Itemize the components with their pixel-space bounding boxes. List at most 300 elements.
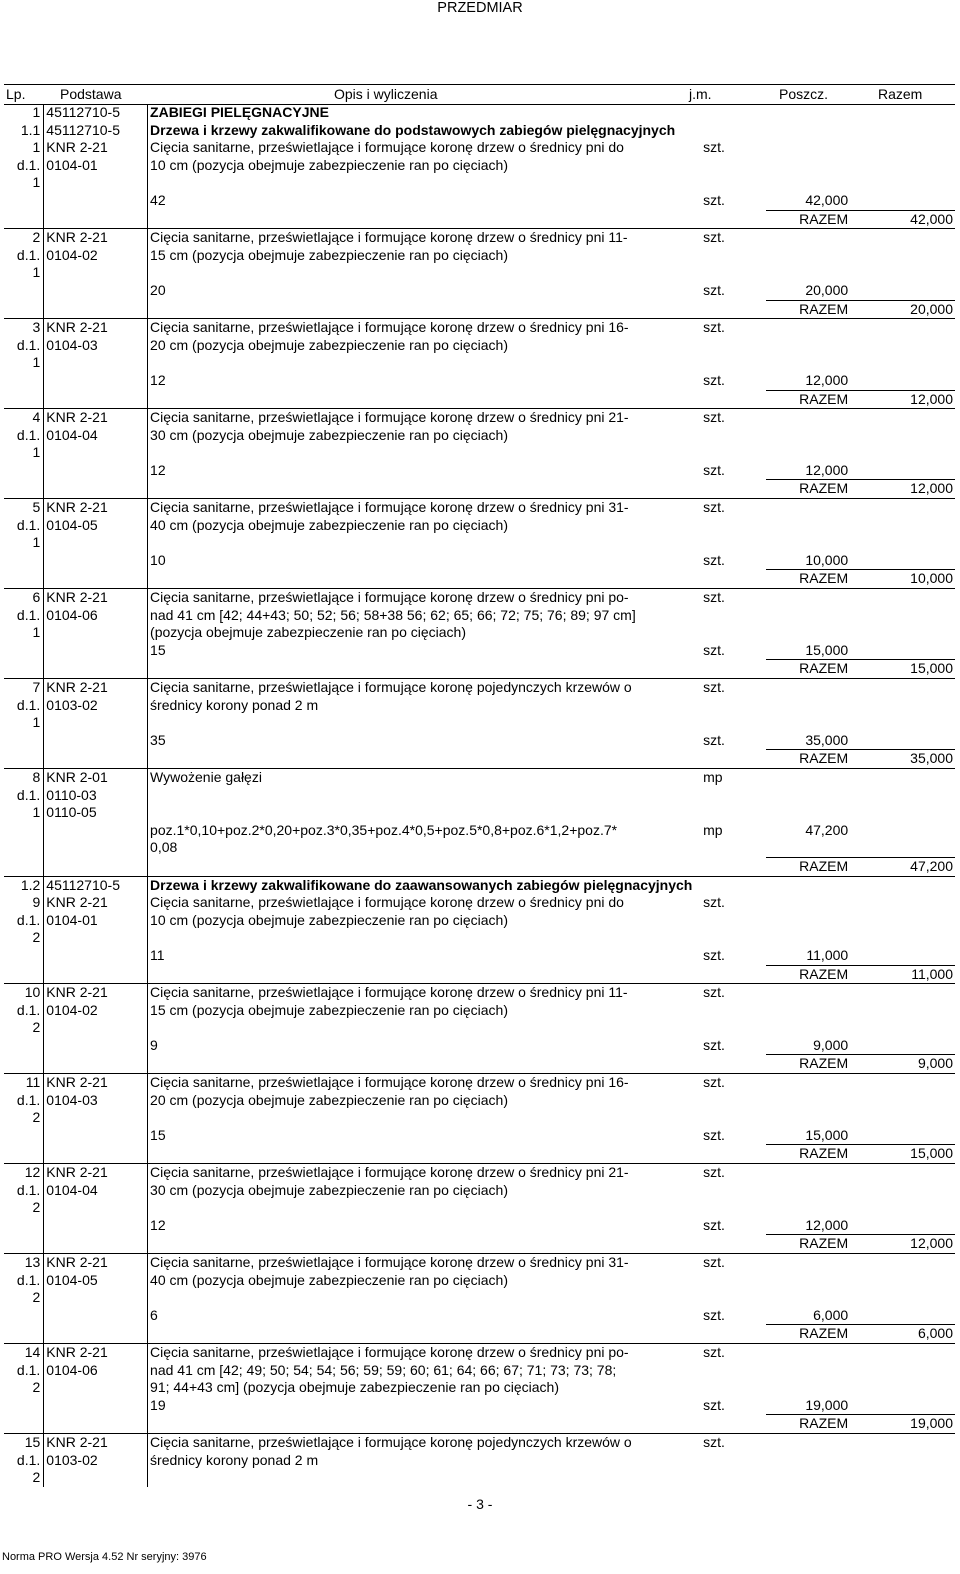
- table-row: [4, 1397, 955, 1415]
- row-lp: 5: [4, 499, 44, 517]
- row-jm: szt.: [703, 1126, 725, 1143]
- row-jm: szt.: [703, 1433, 725, 1450]
- page-number: - 3 -: [467, 1496, 493, 1512]
- row-podstawa: 0104-01: [44, 912, 148, 930]
- header-jm: j.m.: [689, 86, 712, 102]
- row-razem: 12,000: [850, 480, 955, 499]
- row-poszcz: [766, 122, 851, 140]
- row-lp: [4, 552, 44, 570]
- row-podstawa: [44, 714, 148, 732]
- row-razem: 47,200: [850, 857, 955, 876]
- row-lp: [4, 390, 44, 409]
- row-opis: 40 cm (pozycja obejmuje zabezpieczenie ran po cięciach): [150, 516, 508, 533]
- row-razem: 11,000: [850, 965, 955, 984]
- row-poszcz: 35,000: [805, 731, 849, 748]
- row-opis: Drzewa i krzewy zakwalifikowane do zaawansowanych zabiegów pielęgnacyjnych: [150, 876, 693, 893]
- row-lp: [4, 1055, 44, 1074]
- row-podstawa: [44, 642, 148, 660]
- row-poszcz: [766, 787, 851, 805]
- row-opis: [148, 480, 702, 499]
- row-opis: 15 cm (pozycja obejmuje zabezpieczenie ran po cięciach): [150, 1001, 508, 1018]
- row-poszcz: [766, 264, 851, 282]
- razem-row: [4, 300, 955, 319]
- table-row: [4, 732, 955, 750]
- table-row: [4, 409, 955, 427]
- row-razem: [850, 822, 955, 840]
- row-podstawa: 0104-02: [44, 1002, 148, 1020]
- row-opis: 20: [150, 281, 166, 298]
- table-row: [4, 1182, 955, 1200]
- row-jm: [701, 1272, 765, 1290]
- header-poszcz: Poszcz.: [779, 86, 829, 102]
- row-lp: 2: [4, 1469, 44, 1487]
- row-poszcz: [766, 157, 851, 175]
- row-podstawa: [44, 1037, 148, 1055]
- row-jm: [701, 247, 765, 265]
- table-row: [4, 1019, 955, 1037]
- razem-row: [4, 1415, 955, 1434]
- table-row: [4, 947, 955, 965]
- row-jm: szt.: [703, 1396, 725, 1413]
- row-jm: [701, 1092, 765, 1110]
- row-podstawa: 0104-05: [44, 1272, 148, 1290]
- razem-row: [4, 1145, 955, 1164]
- row-poszcz: [766, 174, 851, 192]
- row-podstawa: [44, 822, 148, 840]
- row-poszcz: [766, 589, 851, 607]
- row-jm: [701, 354, 765, 372]
- table-row: [4, 354, 955, 372]
- row-poszcz: RAZEM: [766, 300, 851, 319]
- razem-row: [4, 570, 955, 589]
- table-row: [4, 174, 955, 192]
- row-razem: [850, 1127, 955, 1145]
- row-podstawa: KNR 2-21: [44, 1254, 148, 1272]
- section-row: [4, 122, 955, 140]
- row-razem: [850, 697, 955, 715]
- row-lp: [4, 660, 44, 679]
- row-razem: [850, 1109, 955, 1127]
- row-razem: [850, 1397, 955, 1415]
- row-poszcz: 15,000: [805, 641, 849, 658]
- row-poszcz: RAZEM: [766, 857, 851, 876]
- row-jm: [701, 787, 765, 805]
- row-poszcz: [766, 607, 851, 625]
- row-podstawa: 45112710-5: [44, 122, 148, 140]
- row-razem: [850, 876, 955, 894]
- row-jm: [701, 104, 765, 122]
- row-poszcz: [766, 319, 851, 337]
- row-razem: [850, 1379, 955, 1397]
- row-jm: szt.: [703, 1254, 725, 1270]
- row-podstawa: [44, 1415, 148, 1434]
- row-lp: [4, 1325, 44, 1344]
- row-poszcz: RAZEM: [766, 210, 851, 229]
- row-podstawa: [44, 1379, 148, 1397]
- row-razem: [850, 354, 955, 372]
- row-jm: szt.: [703, 499, 725, 516]
- row-podstawa: [44, 1469, 148, 1487]
- row-podstawa: 0104-06: [44, 607, 148, 625]
- row-opis: 42: [150, 191, 166, 208]
- row-jm: [701, 714, 765, 732]
- row-jm: szt.: [703, 139, 725, 156]
- row-podstawa: KNR 2-21: [44, 1074, 148, 1092]
- table-row: [4, 822, 955, 840]
- row-lp: 14: [4, 1343, 44, 1361]
- row-opis: Cięcia sanitarne, prześwietlające i formujące koronę drzew o średnicy pni 31-: [150, 499, 629, 516]
- row-lp: 2: [4, 1109, 44, 1127]
- row-razem: [850, 1272, 955, 1290]
- row-razem: [850, 409, 955, 427]
- row-poszcz: RAZEM: [766, 390, 851, 409]
- row-poszcz: 12,000: [805, 1216, 849, 1233]
- razem-row: [4, 857, 955, 876]
- row-jm: [701, 750, 765, 769]
- row-opis: [148, 1145, 702, 1164]
- row-podstawa: 0104-03: [44, 337, 148, 355]
- row-podstawa: KNR 2-21: [44, 319, 148, 337]
- row-jm: [701, 122, 765, 140]
- row-poszcz: [766, 929, 851, 947]
- row-razem: [850, 1469, 955, 1487]
- row-poszcz: [766, 247, 851, 265]
- row-poszcz: [766, 1379, 851, 1397]
- row-jm: mp: [703, 768, 723, 785]
- row-jm: [701, 1055, 765, 1074]
- row-lp: d.1.: [4, 697, 44, 715]
- row-jm: szt.: [703, 1216, 725, 1233]
- row-poszcz: [766, 1469, 851, 1487]
- row-razem: [850, 642, 955, 660]
- row-poszcz: [766, 624, 851, 642]
- row-razem: [850, 264, 955, 282]
- row-opis: [148, 857, 702, 876]
- row-razem: [850, 607, 955, 625]
- row-jm: [701, 697, 765, 715]
- row-poszcz: [766, 697, 851, 715]
- table-header: [4, 84, 955, 105]
- row-opis: Cięcia sanitarne, prześwietlające i formujące koronę drzew o średnicy pni 16-: [150, 319, 629, 336]
- row-opis: nad 41 cm [42; 49; 50; 54; 54; 56; 59; 59; 60; 61; 64; 66; 67; 71; 73; 73; 78;: [150, 1361, 617, 1378]
- row-podstawa: [44, 1217, 148, 1235]
- row-jm: szt.: [703, 409, 725, 426]
- row-podstawa: [44, 732, 148, 750]
- table-row: [4, 1452, 955, 1470]
- row-opis: 6: [150, 1306, 158, 1323]
- header-opis: Opis i wyliczenia: [334, 86, 438, 102]
- row-razem: 19,000: [850, 1415, 955, 1434]
- table-row: [4, 1362, 955, 1380]
- row-lp: 12: [4, 1164, 44, 1182]
- row-poszcz: [766, 409, 851, 427]
- row-razem: 12,000: [850, 1235, 955, 1254]
- row-lp: [4, 1307, 44, 1325]
- row-poszcz: RAZEM: [766, 750, 851, 769]
- row-opis: [148, 750, 702, 769]
- table-row: [4, 372, 955, 390]
- row-poszcz: RAZEM: [766, 480, 851, 499]
- table-row: [4, 139, 955, 157]
- row-lp: d.1.: [4, 1002, 44, 1020]
- razem-row: [4, 210, 955, 229]
- table-row: [4, 552, 955, 570]
- row-podstawa: [44, 1109, 148, 1127]
- row-podstawa: [44, 839, 148, 857]
- row-opis: Cięcia sanitarne, prześwietlające i formujące koronę drzew o średnicy pni do: [150, 139, 624, 156]
- row-lp: 2: [4, 1019, 44, 1037]
- row-razem: [850, 337, 955, 355]
- razem-row: [4, 1235, 955, 1254]
- row-razem: [850, 768, 955, 786]
- row-razem: [850, 444, 955, 462]
- row-razem: [850, 947, 955, 965]
- table-row: [4, 247, 955, 265]
- row-poszcz: [766, 104, 851, 122]
- table-row: [4, 912, 955, 930]
- row-opis: [148, 787, 702, 805]
- row-lp: [4, 732, 44, 750]
- row-opis: Cięcia sanitarne, prześwietlające i formujące koronę drzew o średnicy pni 21-: [150, 1164, 629, 1181]
- row-opis: 15 cm (pozycja obejmuje zabezpieczenie ran po cięciach): [150, 246, 508, 263]
- row-razem: [850, 732, 955, 750]
- table-row: [4, 264, 955, 282]
- row-opis: [148, 1235, 702, 1254]
- row-lp: [4, 300, 44, 319]
- row-opis: 40 cm (pozycja obejmuje zabezpieczenie ran po cięciach): [150, 1271, 508, 1288]
- row-opis: 15: [150, 641, 166, 658]
- row-razem: 35,000: [850, 750, 955, 769]
- row-lp: [4, 1235, 44, 1254]
- row-opis: [148, 965, 702, 984]
- row-razem: [850, 1002, 955, 1020]
- row-lp: 13: [4, 1254, 44, 1272]
- row-lp: 2: [4, 1379, 44, 1397]
- row-poszcz: 6,000: [813, 1306, 849, 1323]
- row-lp: 1: [4, 714, 44, 732]
- row-lp: 2: [4, 929, 44, 947]
- row-jm: [701, 517, 765, 535]
- row-podstawa: [44, 210, 148, 229]
- table-row: [4, 697, 955, 715]
- table-row: [4, 1037, 955, 1055]
- row-podstawa: KNR 2-01: [44, 768, 148, 786]
- row-lp: 11: [4, 1074, 44, 1092]
- row-lp: [4, 947, 44, 965]
- row-lp: [4, 1217, 44, 1235]
- row-opis: [148, 1019, 702, 1037]
- row-jm: [701, 1325, 765, 1344]
- header-lp: Lp.: [6, 86, 26, 102]
- table-row: [4, 1092, 955, 1110]
- row-opis: [148, 660, 702, 679]
- row-jm: [701, 1109, 765, 1127]
- row-jm: [701, 624, 765, 642]
- header-podstawa: Podstawa: [60, 86, 122, 102]
- row-jm: szt.: [703, 281, 725, 298]
- row-poszcz: [766, 337, 851, 355]
- row-razem: [850, 1164, 955, 1182]
- row-podstawa: [44, 624, 148, 642]
- row-podstawa: [44, 300, 148, 319]
- row-poszcz: [766, 427, 851, 445]
- row-jm: szt.: [703, 1343, 725, 1360]
- row-jm: [701, 1452, 765, 1470]
- section-row: [4, 876, 955, 894]
- row-podstawa: 0104-04: [44, 1182, 148, 1200]
- row-podstawa: KNR 2-21: [44, 409, 148, 427]
- row-jm: [701, 210, 765, 229]
- row-poszcz: 12,000: [805, 461, 849, 478]
- row-lp: 1.2: [4, 876, 44, 894]
- row-razem: [850, 1092, 955, 1110]
- table-row: [4, 624, 955, 642]
- row-lp: [4, 570, 44, 589]
- row-opis: Cięcia sanitarne, prześwietlające i formujące koronę drzew o średnicy pni 21-: [150, 409, 629, 426]
- table-row: [4, 642, 955, 660]
- row-jm: szt.: [703, 229, 725, 246]
- row-podstawa: [44, 1127, 148, 1145]
- row-poszcz: [766, 1019, 851, 1037]
- row-poszcz: [766, 1362, 851, 1380]
- row-jm: szt.: [703, 371, 725, 388]
- row-poszcz: [766, 839, 851, 857]
- row-razem: 20,000: [850, 300, 955, 319]
- razem-row: [4, 480, 955, 499]
- row-poszcz: [766, 1109, 851, 1127]
- row-poszcz: RAZEM: [766, 965, 851, 984]
- row-jm: szt.: [703, 946, 725, 963]
- row-lp: d.1.: [4, 912, 44, 930]
- row-lp: [4, 857, 44, 876]
- row-razem: 15,000: [850, 1145, 955, 1164]
- row-opis: 20 cm (pozycja obejmuje zabezpieczenie ran po cięciach): [150, 1091, 508, 1108]
- row-poszcz: [766, 714, 851, 732]
- row-razem: [850, 589, 955, 607]
- table-row: [4, 427, 955, 445]
- row-lp: 4: [4, 409, 44, 427]
- row-podstawa: 0104-03: [44, 1092, 148, 1110]
- row-lp: d.1.: [4, 787, 44, 805]
- row-lp: [4, 210, 44, 229]
- row-podstawa: [44, 929, 148, 947]
- row-razem: [850, 462, 955, 480]
- row-razem: [850, 247, 955, 265]
- row-opis: [148, 570, 702, 589]
- row-lp: 1.1: [4, 122, 44, 140]
- row-poszcz: [766, 876, 851, 894]
- row-podstawa: 0110-03: [44, 787, 148, 805]
- przedmiar-table-body: [4, 104, 955, 1487]
- row-razem: [850, 1182, 955, 1200]
- row-poszcz: [766, 444, 851, 462]
- row-podstawa: [44, 1145, 148, 1164]
- row-lp: [4, 1145, 44, 1164]
- row-jm: szt.: [703, 1164, 725, 1181]
- row-razem: [850, 804, 955, 822]
- row-jm: [701, 929, 765, 947]
- row-jm: [701, 804, 765, 822]
- table-row: [4, 787, 955, 805]
- row-podstawa: KNR 2-21: [44, 589, 148, 607]
- row-lp: 1: [4, 534, 44, 552]
- table-row: [4, 534, 955, 552]
- row-podstawa: [44, 264, 148, 282]
- row-lp: [4, 462, 44, 480]
- row-poszcz: [766, 804, 851, 822]
- row-razem: [850, 839, 955, 857]
- row-poszcz: 15,000: [805, 1126, 849, 1143]
- row-podstawa: [44, 1289, 148, 1307]
- row-razem: [850, 1199, 955, 1217]
- row-lp: 1: [4, 264, 44, 282]
- row-podstawa: KNR 2-21: [44, 984, 148, 1002]
- row-jm: [701, 480, 765, 499]
- row-poszcz: [766, 517, 851, 535]
- row-razem: [850, 499, 955, 517]
- row-opis: [148, 1415, 702, 1434]
- row-jm: [701, 857, 765, 876]
- row-podstawa: [44, 390, 148, 409]
- razem-row: [4, 660, 955, 679]
- row-jm: [701, 264, 765, 282]
- row-podstawa: [44, 570, 148, 589]
- row-lp: [4, 642, 44, 660]
- row-jm: szt.: [703, 551, 725, 568]
- row-opis: [148, 1199, 702, 1217]
- row-opis: [148, 714, 702, 732]
- table-row: [4, 1289, 955, 1307]
- row-podstawa: [44, 462, 148, 480]
- row-poszcz: [766, 1452, 851, 1470]
- row-opis: Cięcia sanitarne, prześwietlające i formujące koronę drzew o średnicy pni po-: [150, 589, 629, 606]
- software-footer: Norma PRO Wersja 4.52 Nr seryjny: 3976: [2, 1551, 207, 1563]
- row-podstawa: 0110-05: [44, 804, 148, 822]
- row-poszcz: 47,200: [805, 821, 849, 838]
- row-opis: poz.1*0,10+poz.2*0,20+poz.3*0,35+poz.4*0,5+poz.5*0,8+poz.6*1,2+poz.7*: [150, 821, 618, 838]
- row-opis: 0,08: [150, 839, 178, 856]
- row-podstawa: KNR 2-21: [44, 1164, 148, 1182]
- row-podstawa: [44, 372, 148, 390]
- row-jm: [701, 444, 765, 462]
- row-opis: 9: [150, 1036, 158, 1053]
- row-jm: [701, 174, 765, 192]
- row-jm: szt.: [703, 589, 725, 606]
- row-opis: [148, 264, 702, 282]
- row-razem: [850, 122, 955, 140]
- table-row: [4, 1002, 955, 1020]
- row-opis: 10: [150, 551, 166, 568]
- table-row: [4, 192, 955, 210]
- row-jm: szt.: [703, 191, 725, 208]
- row-podstawa: [44, 552, 148, 570]
- section-row: [4, 104, 955, 122]
- row-lp: 1: [4, 104, 44, 122]
- row-razem: [850, 1452, 955, 1470]
- row-jm: szt.: [703, 731, 725, 748]
- row-razem: [850, 1254, 955, 1272]
- row-jm: [701, 337, 765, 355]
- row-jm: szt.: [703, 679, 725, 695]
- row-razem: [850, 319, 955, 337]
- row-podstawa: [44, 1199, 148, 1217]
- row-opis: [148, 929, 702, 947]
- row-jm: [701, 300, 765, 319]
- row-razem: [850, 1362, 955, 1380]
- table-row: [4, 984, 955, 1002]
- row-lp: d.1.: [4, 607, 44, 625]
- row-poszcz: 11,000: [806, 946, 849, 963]
